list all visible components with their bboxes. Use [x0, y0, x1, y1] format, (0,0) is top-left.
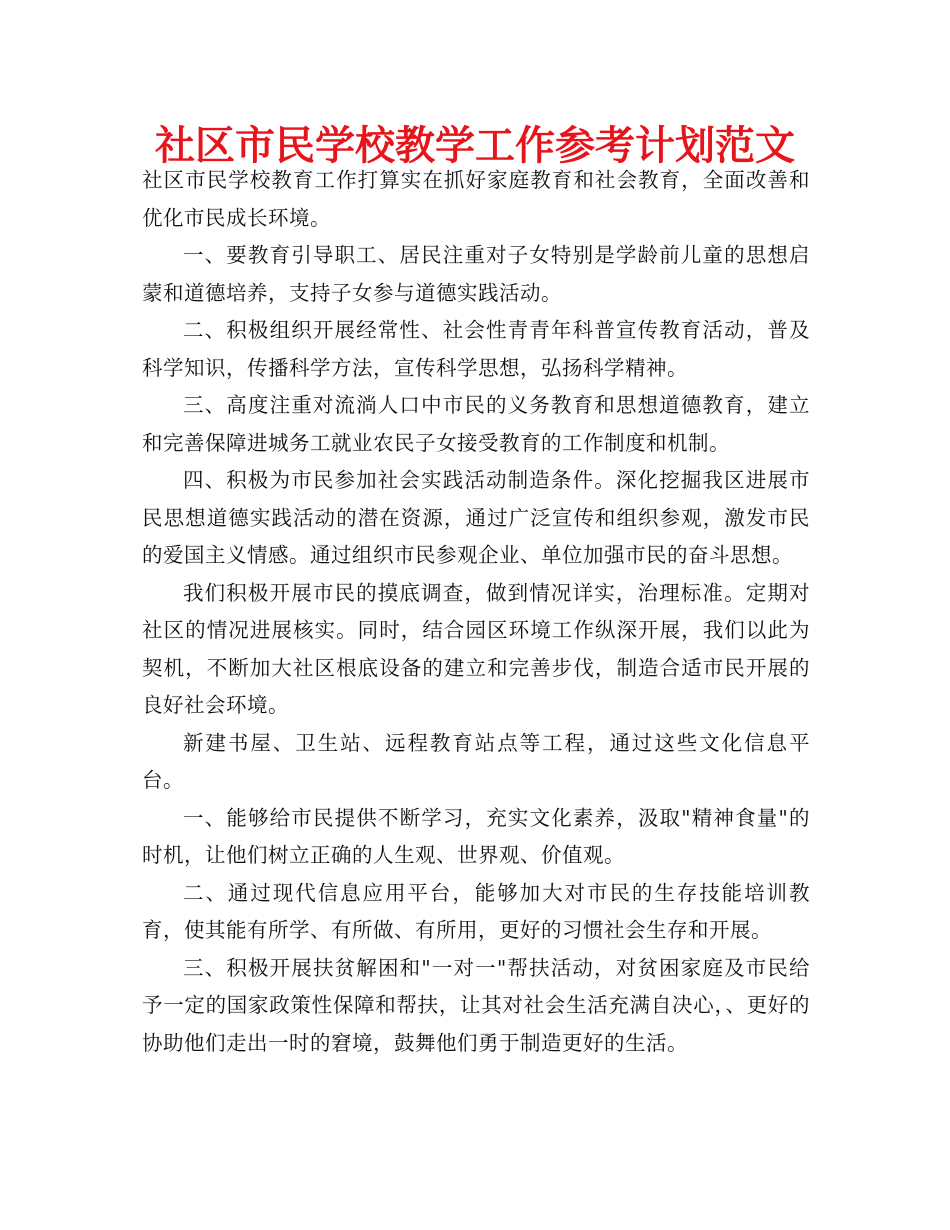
paragraph-benefit-1: 一、能够给市民提供不断学习，充实文化素养，汲取"精神食量"的时机，让他们树立正确的人生观、世界观、价值观。	[142, 805, 810, 867]
paragraph-item-1: 一、要教育引导职工、居民注重对子女特别是学龄前儿童的思想启蒙和道德培养，支持子女参与道德实践活动。	[142, 243, 810, 305]
document-title: 社区市民学校教学工作参考计划范文	[155, 123, 795, 169]
paragraph-item-2: 二、积极组织开展经常性、社会性青青年科普宣传教育活动，普及科学知识，传播科学方法，宣传科学思想，弘扬科学精神。	[142, 318, 810, 380]
paragraph-new-facilities: 新建书屋、卫生站、远程教育站点等工程，通过这些文化信息平台。	[142, 730, 810, 792]
paragraph-intro: 社区市民学校教育工作打算实在抓好家庭教育和社会教育，全面改善和优化市民成长环境。	[142, 168, 810, 230]
paragraph-survey: 我们积极开展市民的摸底调查，做到情况详实，治理标准。定期对社区的情况进展核实。同时，结合园区环境工作纵深开展，我们以此为契机，不断加大社区根底设备的建立和完善步伐，制造合适市民开展的良好社会环境。	[142, 580, 810, 717]
paragraph-benefit-3: 三、积极开展扶贫解困和"一对一"帮扶活动，对贫困家庭及市民给予一定的国家政策性保障和帮扶，让其对社会生活充满自决心，、更好的协助他们走出一时的窘境，鼓舞他们勇于制造更好的生活。	[142, 955, 810, 1055]
paragraph-item-4: 四、积极为市民参加社会实践活动制造条件。深化挖掘我区进展市民思想道德实践活动的潜在资源，通过广泛宣传和组织参观，激发市民的爱国主义情感。通过组织市民参观企业、单位加强市民的奋斗思想。	[142, 468, 810, 567]
paragraph-benefit-2: 二、通过现代信息应用平台，能够加大对市民的生存技能培训教育，使其能有所学、有所做、有所用，更好的习惯社会生存和开展。	[142, 880, 810, 942]
document-body	[142, 162, 810, 1062]
paragraph-item-3: 三、高度注重对流淌人口中市民的义务教育和思想道德教育，建立和完善保障进城务工就业农民子女接受教育的工作制度和机制。	[142, 393, 810, 455]
